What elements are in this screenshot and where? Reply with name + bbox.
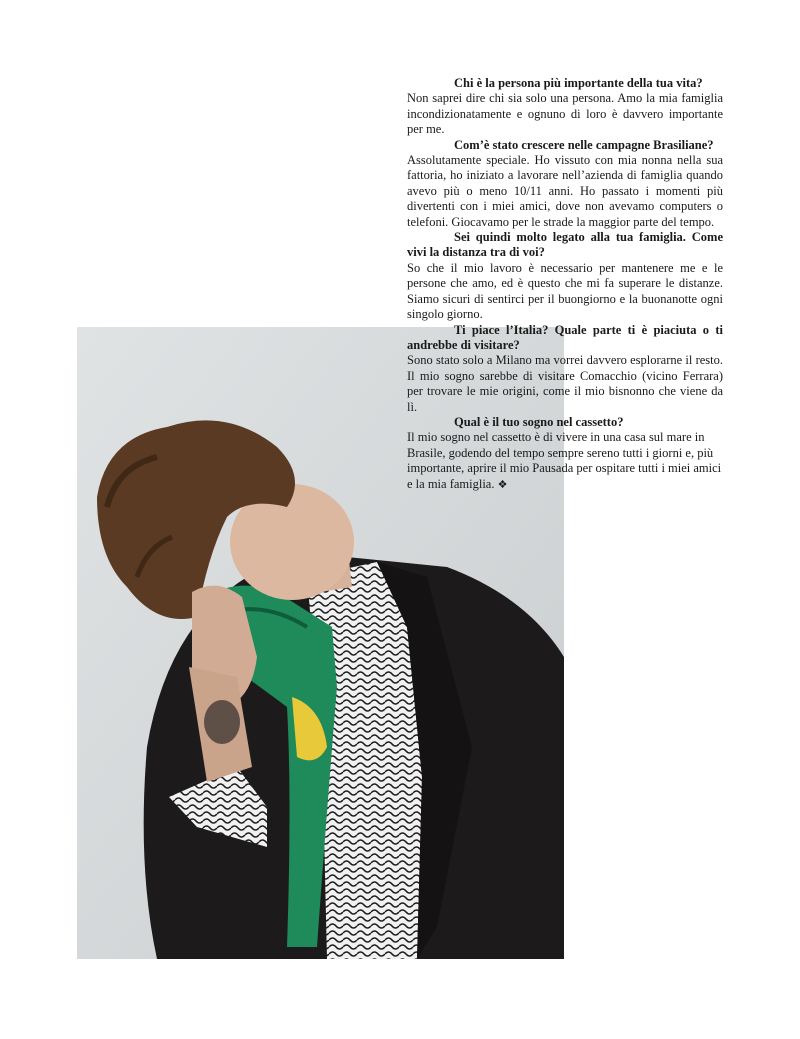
answer-4: Sono stato solo a Milano ma vorrei davvero esplorarne il resto. Il mio sogno sarebbe di visitare Comacchio (vicino Ferrara) per trovare le mie origini, come il mio bisnonno che viene da lì.: [407, 353, 723, 414]
question-4: Ti piace l’Italia? Quale parte ti è piaciuta o ti andrebbe di visitare?: [407, 322, 723, 352]
question-1: Chi è la persona più importante della tua vita?: [454, 76, 703, 90]
end-ornament-icon: ❖: [497, 478, 508, 491]
interview-article: [407, 76, 723, 493]
question-5: Qual è il tuo sogno nel cassetto?: [454, 414, 624, 429]
answer-5-block: [407, 430, 723, 493]
answer-2: Assolutamente speciale. Ho vissuto con mia nonna nella sua fattoria, ho iniziato a lavorare nell’azienda di famiglia quando avevo più o meno 10/11 anni. Ho passato i momenti più divertenti con i miei amici, dove non avevamo computers o telefoni. Giocavamo per le strade la maggior parte del tempo.: [407, 153, 723, 229]
answer-3: So che il mio lavoro è necessario per mantenere me e le persone che amo, ed è questo che mi fa superare le distanze. Siamo sicuri di sentirci per il buongiorno e la buonanotte ogni singolo giorno.: [407, 260, 723, 322]
question-3: Sei quindi molto legato alla tua famiglia. Come vivi la distanza tra di voi?: [407, 230, 723, 260]
answer-1: Non saprei dire chi sia solo una persona. Amo la mia famiglia incondizionatamente e ognuno di loro è davvero importante per me.: [407, 91, 723, 137]
question-2: Com’è stato crescere nelle campagne Brasiliane?: [454, 137, 714, 152]
answer-5: Il mio sogno nel cassetto è di vivere in una casa sul mare in Brasile, godendo del tempo sempre sereno tutti i giorni e, più importante, aprire il mio Pausada per ospitare tutti i miei amici e la mia famiglia.: [407, 430, 722, 491]
